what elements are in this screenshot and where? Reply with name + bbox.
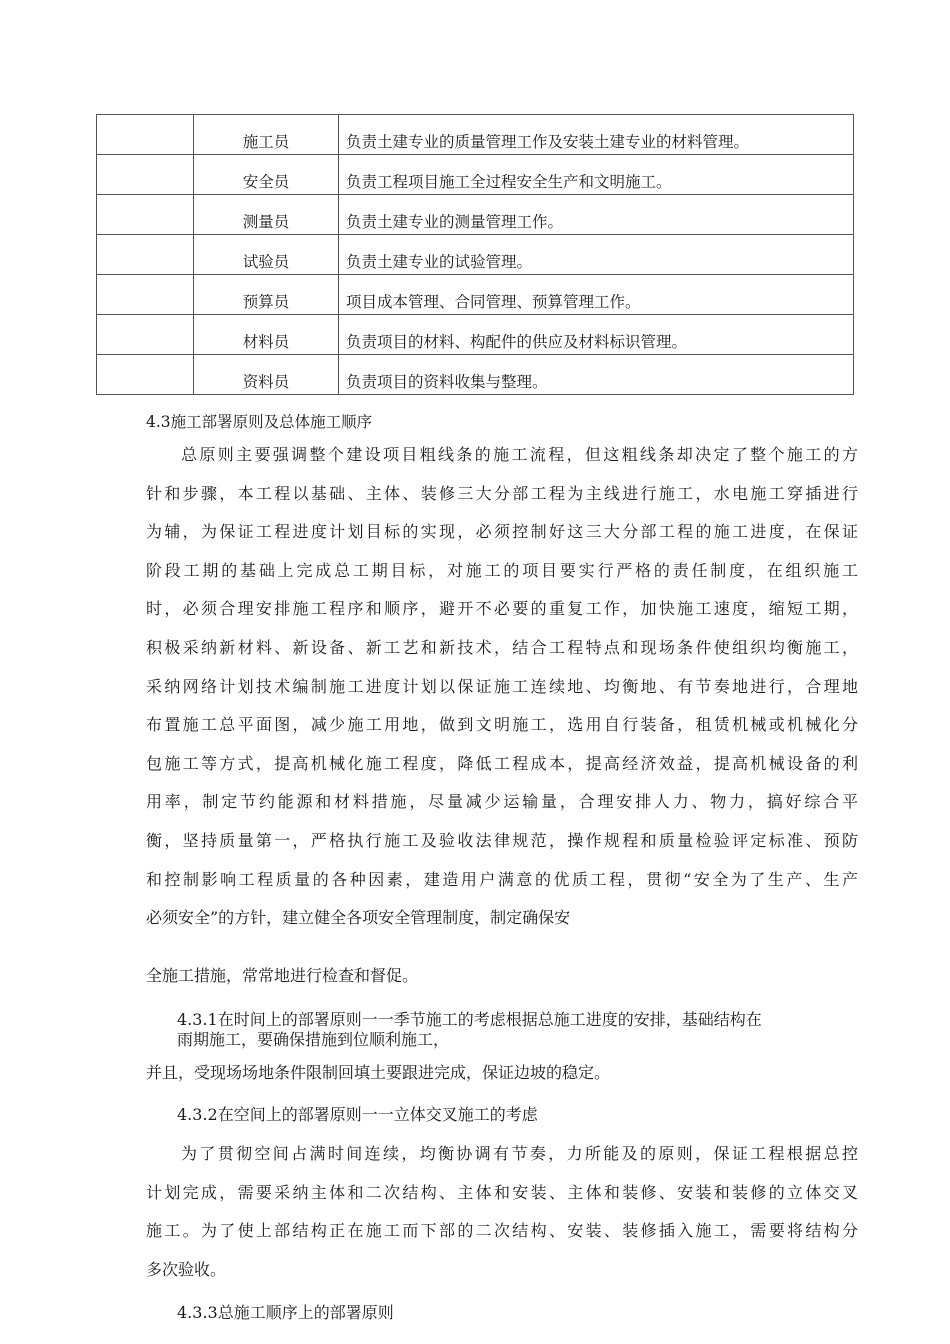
- paragraph-line: 为辅，为保证工程进度计划目标的实现，必须控制好这三大分部工程的施工进度，在保证: [146, 522, 858, 542]
- table-row: [97, 275, 854, 315]
- duty-cell: 负责工程项目施工全过程安全生产和文明施工。: [339, 155, 854, 195]
- paragraph-line: 用率，制定节约能源和材料措施，尽量减少运输量，合理安排人力、物力，搞好综合平: [146, 792, 858, 812]
- duty-cell: 负责土建专业的测量管理工作。: [339, 195, 854, 235]
- paragraph-line: 必须安全”的方针，建立健全各项安全管理制度，制定确保安: [146, 908, 571, 928]
- table-cell-empty: [97, 235, 194, 275]
- table-cell-empty: [97, 155, 194, 195]
- paragraph-line: 布置施工总平面图，减少施工用地，做到文明施工，选用自行装备，租赁机械或机械化分: [146, 715, 858, 735]
- roles-table: [96, 114, 854, 395]
- paragraph-line: 包施工等方式，提高机械化施工程度，降低工程成本，提高经济效益，提高机械设备的利: [146, 753, 858, 773]
- section-heading-4-3-2: 4.3.2在空间上的部署原则一一立体交叉施工的考虑: [177, 1105, 538, 1124]
- paragraph-line: 采纳网络计划技术编制施工进度计划以保证施工连续地、均衡地、有节奏地进行，合理地: [146, 676, 858, 696]
- table-cell-empty: [97, 275, 194, 315]
- paragraph-line: 计划完成，需要采纳主体和二次结构、主体和安装、主体和装修、安装和装修的立体交叉: [146, 1182, 858, 1202]
- section-heading-4-3: 4.3施工部署原则及总体施工顺序: [146, 413, 373, 431]
- duty-cell: 负责项目的资料收集与整理。: [339, 355, 854, 395]
- table-row: [97, 195, 854, 235]
- duty-cell: 负责项目的材料、构配件的供应及材料标识管理。: [339, 315, 854, 355]
- table-row: [97, 355, 854, 395]
- duty-cell: 负责土建专业的试验管理。: [339, 235, 854, 275]
- paragraph-line: 为了贯彻空间占满时间连续，均衡协调有节奏，力所能及的原则，保证工程根据总控: [181, 1144, 858, 1163]
- role-cell: 安全员: [194, 155, 339, 195]
- paragraph-line: 衡，坚持质量第一，严格执行施工及验收法律规范，操作规程和质量检验评定标准、预防: [146, 830, 858, 850]
- paragraph-line: 积极采纳新材料、新设备、新工艺和新技术，结合工程特点和现场条件使组织均衡施工，: [146, 637, 858, 657]
- paragraph-line: 施工。为了使上部结构正在施工而下部的二次结构、安装、装修插入施工，需要将结构分: [146, 1221, 858, 1241]
- role-cell: 材料员: [194, 315, 339, 355]
- paragraph-line: 阶段工期的基础上完成总工期目标，对施工的项目要实行严格的责任制度，在组织施工: [146, 560, 858, 580]
- paragraph-line: 和控制影响工程质量的各种因素，建造用户满意的优质工程，贯彻“安全为了生产、生产: [146, 869, 858, 889]
- role-cell: 资料员: [194, 355, 339, 395]
- paragraph-line: 多次验收。: [146, 1259, 227, 1279]
- table-row: [97, 115, 854, 155]
- table-row: [97, 155, 854, 195]
- section-4-3-1-line: 4.3.1在时间上的部署原则一一季节施工的考虑根据总施工进度的安排，基础结构在: [177, 1010, 762, 1029]
- table-cell-empty: [97, 195, 194, 235]
- table-cell-empty: [97, 355, 194, 395]
- table-cell-empty: [97, 315, 194, 355]
- section-4-3-1-line: 并且，受现场场地条件限制回填土要跟进完成，保证边坡的稳定。: [146, 1063, 611, 1082]
- table-row: [97, 235, 854, 275]
- paragraph-line: 总原则主要强调整个建设项目粗线条的施工流程，但这粗线条却决定了整个施工的方: [181, 445, 858, 464]
- role-cell: 预算员: [194, 275, 339, 315]
- section-4-3-1-line: 雨期施工，要确保措施到位顺利施工，: [177, 1030, 450, 1049]
- section-4-3-body: [146, 436, 858, 938]
- table-row: [97, 315, 854, 355]
- section-heading-4-3-3: 4.3.3总施工顺序上的部署原则: [177, 1303, 394, 1322]
- role-cell: 测量员: [194, 195, 339, 235]
- paragraph-tail: 全施工措施，常常地进行检查和督促。: [146, 966, 419, 985]
- duty-cell: 负责土建专业的质量管理工作及安装土建专业的材料管理。: [339, 115, 854, 155]
- section-4-3-2-body: [146, 1135, 858, 1289]
- paragraph-line: 针和步骤，本工程以基础、主体、装修三大分部工程为主线进行施工，水电施工穿插进行: [146, 483, 858, 503]
- role-cell: 施工员: [194, 115, 339, 155]
- duty-cell: 项目成本管理、合同管理、预算管理工作。: [339, 275, 854, 315]
- table-cell-empty: [97, 115, 194, 155]
- role-cell: 试验员: [194, 235, 339, 275]
- paragraph-line: 时，必须合理安排施工程序和顺序，避开不必要的重复工作，加快施工速度，缩短工期，: [146, 599, 858, 619]
